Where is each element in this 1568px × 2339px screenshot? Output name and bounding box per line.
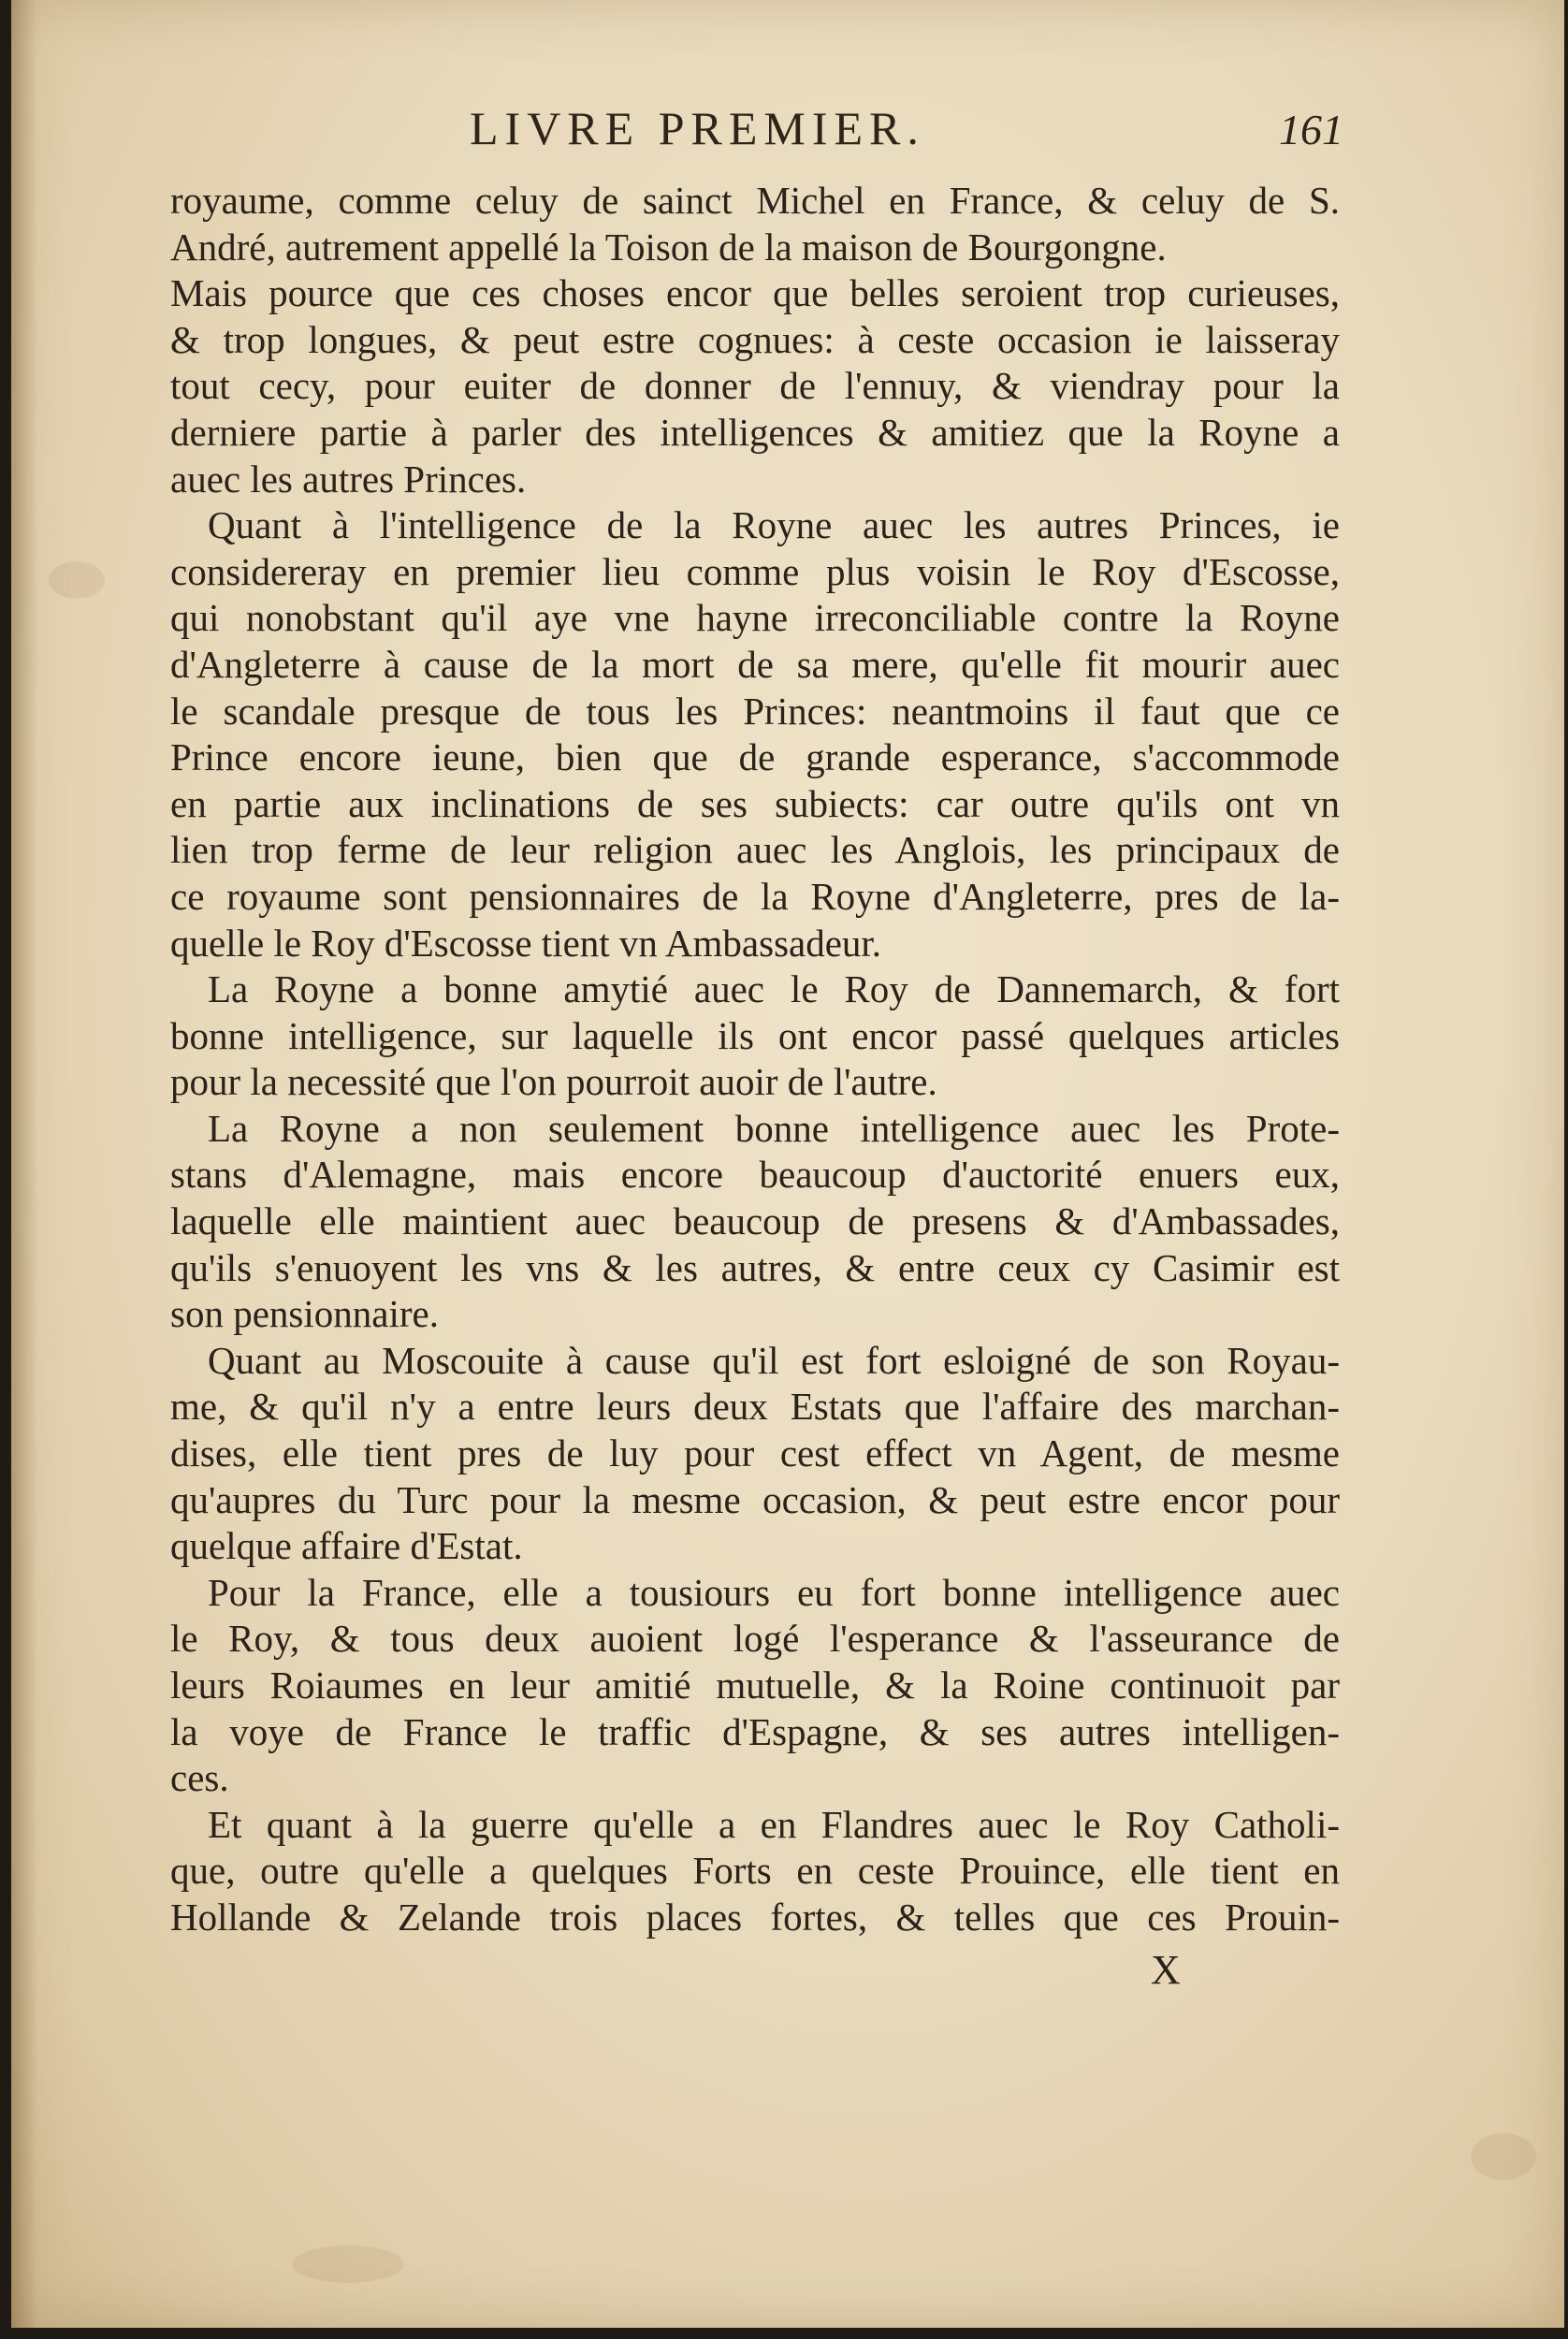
text-line: son pensionnaire. — [170, 1292, 439, 1336]
text-line: Mais pource que ces choses encor que belles seroient trop curieuses, — [170, 271, 1340, 315]
text-line: me, & qu'il n'y a entre leurs deux Estats que l'affaire des marchan- — [170, 1385, 1340, 1429]
text-line: qu'aupres du Turc pour la mesme occasion, & peut estre encor pour — [170, 1477, 1340, 1521]
text-line: Quant à l'intelligence de la Royne auec les autres Princes, ie — [208, 503, 1340, 547]
text-line: André, autrement appellé la Toison de la maison de Bourgongne. — [170, 225, 1167, 269]
text-line: auec les autres Princes. — [170, 457, 527, 501]
text-line: quelle le Roy d'Escosse tient vn Ambassadeur. — [170, 921, 882, 965]
text-line: & trop longues, & peut estre cognues: à ceste occasion ie laisseray — [170, 317, 1340, 361]
text-line: que, outre qu'elle a quelques Forts en ceste Prouince, elle tient en — [170, 1849, 1340, 1893]
text-line: quelque affaire d'Estat. — [170, 1524, 523, 1568]
text-line: pour la necessité que l'on pourroit auoir de l'autre. — [170, 1060, 937, 1104]
text-line: leurs Roiaumes en leur amitié mutuelle, & la Roine continuoit par — [170, 1663, 1340, 1707]
text-line: ce royaume sont pensionnaires de la Royne d'Angleterre, pres de la- — [170, 874, 1340, 918]
foxing-stain — [49, 561, 105, 599]
page-number: 161 — [1279, 106, 1343, 153]
text-line: La Royne a bonne amytié auec le Roy de Dannemarch, & fort — [208, 967, 1340, 1011]
signature-mark: X — [1151, 1947, 1181, 1993]
text-line: en partie aux inclinations de ses subiects: car outre qu'ils ont vn — [170, 781, 1340, 825]
body-text — [170, 178, 1340, 1941]
text-line: laquelle elle maintient auec beaucoup de presens & d'Ambassades, — [170, 1199, 1340, 1243]
text-line: Hollande & Zelande trois places fortes, & telles que ces Prouin- — [170, 1895, 1340, 1939]
text-line: qu'ils s'enuoyent les vns & les autres, & entre ceux cy Casimir est — [170, 1245, 1340, 1289]
running-head — [161, 101, 1343, 167]
text-line: derniere partie à parler des intelligences & amitiez que la Royne a — [170, 410, 1340, 454]
text-line: dises, elle tient pres de luy pour cest effect vn Agent, de mesme — [170, 1431, 1340, 1475]
text-line: Pour la France, elle a tousiours eu fort bonne intelligence auec — [208, 1570, 1340, 1614]
text-line: Quant au Moscouite à cause qu'il est fort esloigné de son Royau- — [208, 1338, 1340, 1382]
text-line: considereray en premier lieu comme plus voisin le Roy d'Escosse, — [170, 549, 1340, 593]
text-line: tout cecy, pour euiter de donner de l'ennuy, & viendray pour la — [170, 364, 1340, 408]
text-line: le scandale presque de tous les Princes: neantmoins il faut que ce — [170, 689, 1340, 733]
running-title: LIVRE PREMIER. — [470, 102, 925, 154]
text-line: qui nonobstant qu'il aye vne hayne irreconciliable contre la Royne — [170, 596, 1340, 640]
text-line: stans d'Alemagne, mais encore beaucoup d'auctorité enuers eux, — [170, 1153, 1340, 1197]
text-line: Et quant à la guerre qu'elle a en Flandres auec le Roy Catholi- — [208, 1802, 1340, 1846]
text-line: lien trop ferme de leur religion auec les Anglois, les principaux de — [170, 828, 1340, 872]
text-line: royaume, comme celuy de sainct Michel en France, & celuy de S. — [170, 179, 1340, 222]
text-line: d'Angleterre à cause de la mort de sa mere, qu'elle fit mourir auec — [170, 642, 1340, 686]
text-line: Prince encore ieune, bien que de grande esperance, s'accommode — [170, 735, 1340, 779]
text-line: bonne intelligence, sur laquelle ils ont encor passé quelques articles — [170, 1013, 1340, 1057]
foxing-stain — [292, 2245, 404, 2283]
book-page — [11, 0, 1564, 2328]
foxing-stain — [1471, 2133, 1536, 2180]
text-line: le Roy, & tous deux auoient logé l'esperance & l'asseurance de — [170, 1617, 1340, 1661]
text-line: ces. — [170, 1756, 229, 1800]
text-line: la voye de France le traffic d'Espagne, & ses autres intelligen- — [170, 1709, 1340, 1753]
text-line: La Royne a non seulement bonne intelligence auec les Prote- — [208, 1106, 1340, 1150]
